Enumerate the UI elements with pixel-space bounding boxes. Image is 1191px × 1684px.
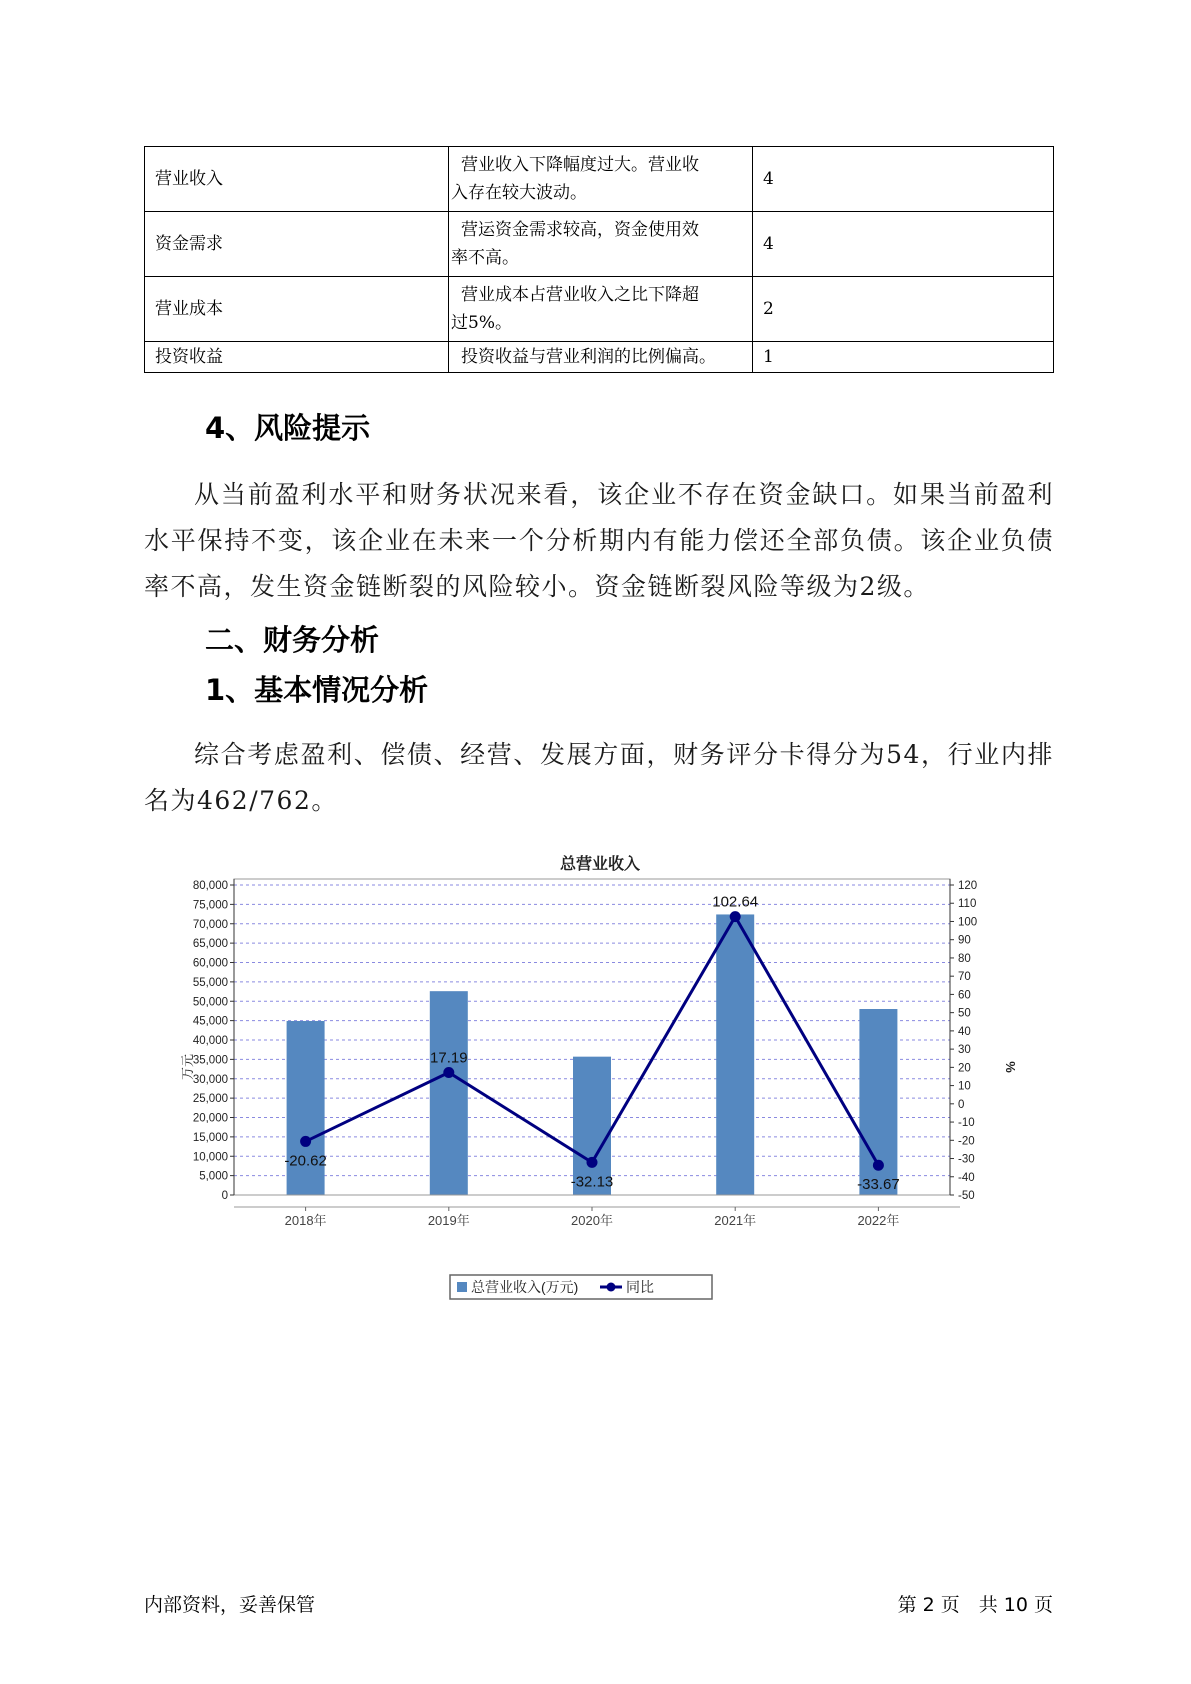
table-cell-desc xyxy=(449,342,753,373)
bar-2019年 xyxy=(430,991,468,1195)
y-right-tick-label: -40 xyxy=(958,1171,975,1184)
y-right-tick-label: -30 xyxy=(958,1153,975,1166)
table-row xyxy=(145,212,1054,277)
y-left-tick-label: 10,000 xyxy=(192,1151,228,1164)
yoy-point xyxy=(443,1067,454,1078)
y-right-tick-label: 0 xyxy=(958,1098,965,1111)
x-tick-label: 2020年 xyxy=(571,1213,613,1228)
basic-paragraph: 综合考虑盈利、偿债、经营、发展方面，财务评分卡得分为54，行业内排名为462/762。 xyxy=(144,740,1054,815)
yoy-data-label: 102.64 xyxy=(712,893,759,911)
y-left-tick-label: 30,000 xyxy=(192,1073,228,1086)
y-right-tick-label: 60 xyxy=(958,989,971,1002)
y-right-tick-label: -10 xyxy=(958,1117,975,1130)
table-cell-item: 资金需求 xyxy=(145,212,449,277)
desc-line: 营业成本占营业收入之比下降超 xyxy=(461,285,699,305)
legend-line-marker xyxy=(607,1283,616,1292)
table-cell-score: 2 xyxy=(753,277,1054,342)
chart-legend xyxy=(450,1275,712,1299)
yoy-point xyxy=(730,911,741,922)
desc-line: 营业收入下降幅度过大。营业收 xyxy=(461,155,699,175)
y-right-tick-label: 80 xyxy=(958,952,971,965)
desc-line: 营运资金需求较高，资金使用效 xyxy=(461,220,699,240)
table-row xyxy=(145,147,1054,212)
y-right-tick-label: 100 xyxy=(958,916,978,929)
y-right-tick-label: 50 xyxy=(958,1007,971,1020)
y-right-tick-label: 40 xyxy=(958,1025,971,1038)
table-row xyxy=(145,277,1054,342)
footer-page-number: 第 2 页 共 10 页 xyxy=(897,1594,1053,1616)
table-cell-item: 营业收入 xyxy=(145,147,449,212)
legend-bar-label: 总营业收入(万元) xyxy=(471,1279,579,1295)
footer-confidential: 内部资料，妥善保管 xyxy=(144,1594,316,1616)
table-cell-score: 1 xyxy=(753,342,1054,373)
bar-2021年 xyxy=(716,914,754,1195)
yoy-point xyxy=(873,1160,884,1171)
risk-indicator-table xyxy=(144,146,1054,373)
x-tick-label: 2022年 xyxy=(857,1213,900,1228)
y-left-tick-label: 60,000 xyxy=(192,957,228,970)
table-cell-desc xyxy=(449,147,753,212)
legend-bar-swatch xyxy=(457,1282,467,1292)
y-left-tick-label: 55,000 xyxy=(192,976,228,989)
table-cell-desc xyxy=(449,277,753,342)
yoy-data-label: -33.67 xyxy=(857,1176,900,1194)
y-left-tick-label: 45,000 xyxy=(192,1015,228,1028)
desc-line: 过5%。 xyxy=(451,313,512,333)
table-cell-desc xyxy=(449,212,753,277)
chart-bars xyxy=(287,914,898,1195)
y-left-tick-label: 15,000 xyxy=(192,1131,228,1144)
y-left-tick-label: 40,000 xyxy=(192,1035,228,1047)
x-tick-label: 2021年 xyxy=(714,1213,757,1228)
table-cell-item: 营业成本 xyxy=(145,277,449,342)
y-left-tick-label: 5,000 xyxy=(199,1170,228,1183)
legend-line-label: 同比 xyxy=(626,1279,654,1295)
y-left-tick-label: 20,000 xyxy=(192,1112,228,1125)
finance-heading: 二、财务分析 xyxy=(205,623,380,657)
y-right-tick-label: -50 xyxy=(958,1190,975,1202)
y-right-tick-label: 20 xyxy=(958,1062,971,1075)
y-right-tick-label: 10 xyxy=(958,1080,971,1093)
x-tick-label: 2018年 xyxy=(284,1213,327,1228)
y-right-tick-label: -20 xyxy=(958,1135,975,1148)
y-left-label: 万元 xyxy=(180,1053,195,1081)
desc-line: 投资收益与营业利润的比例偏高。 xyxy=(461,347,716,367)
chart-title: 总营业收入 xyxy=(559,856,641,873)
y-left-tick-label: 65,000 xyxy=(192,938,228,951)
y-left-tick-label: 25,000 xyxy=(192,1093,228,1106)
y-right-tick-label: 30 xyxy=(958,1044,971,1057)
y-left-tick-label: 35,000 xyxy=(192,1054,228,1067)
desc-line: 入存在较大波动。 xyxy=(451,183,587,203)
y-right-tick-label: 70 xyxy=(958,971,971,984)
yoy-data-label: -20.62 xyxy=(284,1152,327,1170)
yoy-data-label: 17.19 xyxy=(430,1049,468,1067)
yoy-data-label: -32.13 xyxy=(570,1173,614,1191)
y-left-tick-label: 70,000 xyxy=(192,918,228,931)
y-left-tick-label: 0 xyxy=(221,1190,228,1202)
basic-heading: 1、基本情况分析 xyxy=(205,673,429,707)
y-right-tick-label: 120 xyxy=(958,880,978,892)
y-left-tick-label: 50,000 xyxy=(192,996,228,1009)
revenue-chart xyxy=(170,845,1030,1305)
y-right-tick-label: 110 xyxy=(958,898,977,911)
y-left-tick-label: 80,000 xyxy=(192,880,228,892)
yoy-point xyxy=(300,1136,311,1147)
y-left-tick-label: 75,000 xyxy=(192,899,228,912)
table-cell-score: 4 xyxy=(753,147,1054,212)
table-cell-item: 投资收益 xyxy=(145,342,449,373)
y-right-tick-label: 90 xyxy=(958,934,971,947)
y-right-label: % xyxy=(1003,1061,1018,1073)
yoy-point xyxy=(587,1157,598,1168)
risk-heading: 4、风险提示 xyxy=(205,411,371,445)
risk-paragraph: 从当前盈利水平和财务状况来看，该企业不存在资金缺口。如果当前盈利水平保持不变，该企业在未来一个分析期内有能力偿还全部负债。该企业负债率不高，发生资金链断裂的风险较小。资金链断裂风险等级为2级。 xyxy=(144,480,1054,601)
table-cell-score: 4 xyxy=(753,212,1054,277)
x-tick-label: 2019年 xyxy=(427,1213,470,1228)
table-row xyxy=(145,342,1054,373)
desc-line: 率不高。 xyxy=(451,248,519,268)
